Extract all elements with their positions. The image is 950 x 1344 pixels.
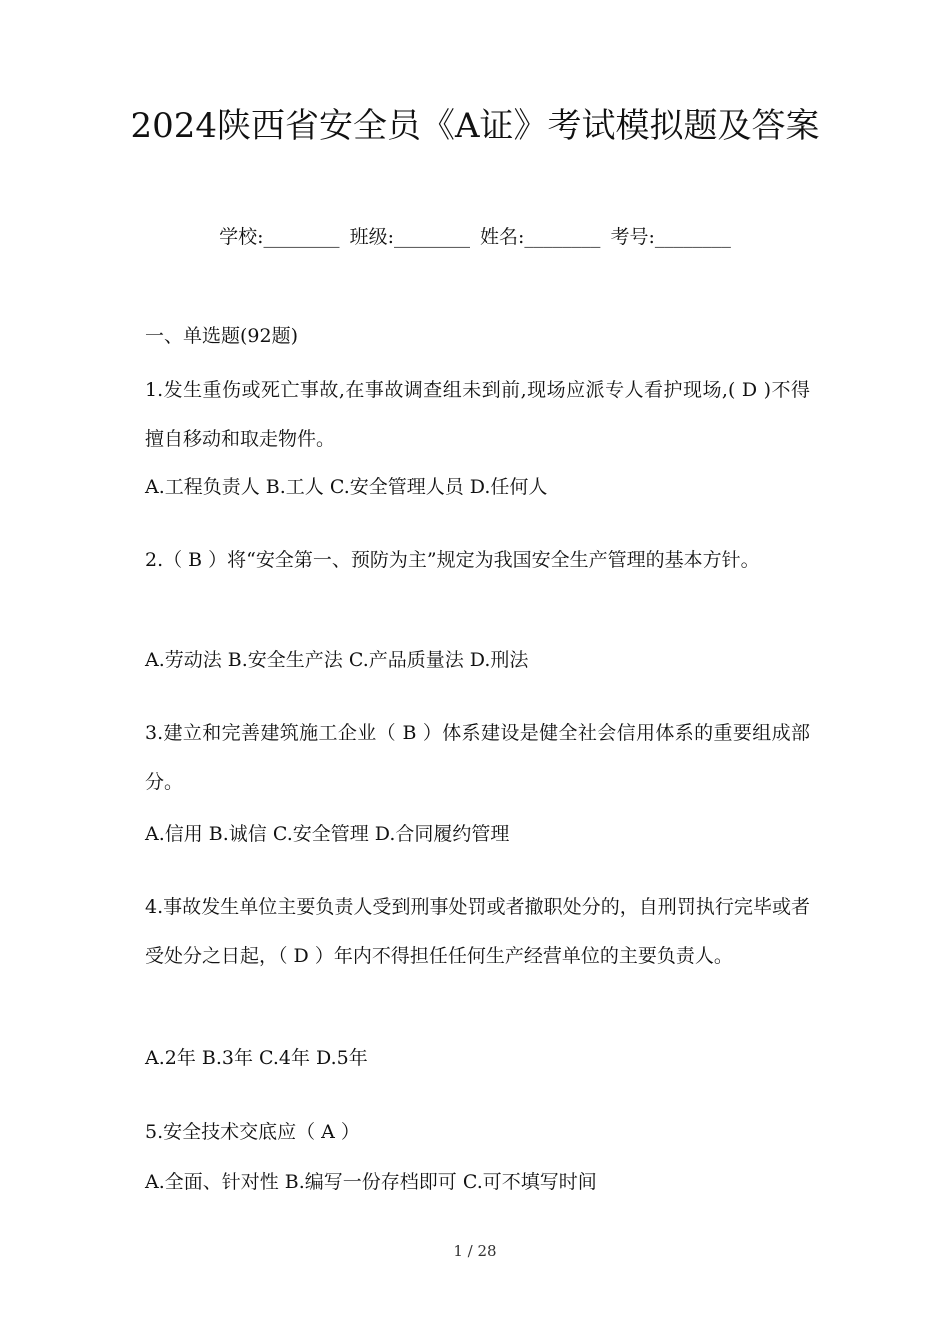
question-2-text: 2.（ B ）将“安全第一、预防为主”规定为我国安全生产管理的基本方针。 — [145, 549, 760, 571]
exam-number-field: 考号:________ — [610, 226, 731, 248]
document-title: 2024陕西省安全员《A证》考试模拟题及答案 — [130, 106, 820, 146]
class-field: 班级:________ — [349, 226, 470, 248]
question-5-options: A.全面、针对性 B.编写一份存档即可 C.可不填写时间 — [145, 1171, 597, 1193]
school-field: 学校:________ — [219, 226, 340, 248]
section-header: 一、单选题(92题) — [145, 325, 299, 347]
question-4-text: 4.事故发生单位主要负责人受到刑事处罚或者撤职处分的，自刑罚执行完毕或者受处分之日起，（ D ）年内不得担任任何生产经营单位的主要负责人。 — [145, 896, 810, 967]
question-3-text: 3.建立和完善建筑施工企业（ B ）体系建设是健全社会信用体系的重要组成部分。 — [145, 722, 810, 793]
question-4-options: A.2年 B.3年 C.4年 D.5年 — [145, 1047, 368, 1069]
question-2-options: A.劳动法 B.安全生产法 C.产品质量法 D.刑法 — [145, 649, 529, 671]
question-1-options: A.工程负责人 B.工人 C.安全管理人员 D.任何人 — [145, 476, 548, 498]
question-1-text: 1.发生重伤或死亡事故,在事故调查组未到前,现场应派专人看护现场,( D )不得擅自移动和取走物件。 — [145, 379, 810, 450]
name-field: 姓名:________ — [480, 226, 601, 248]
page-number: 1 / 28 — [453, 1242, 497, 1260]
student-info-line — [0, 222, 950, 252]
question-3-options: A.信用 B.诚信 C.安全管理 D.合同履约管理 — [145, 823, 510, 845]
question-5-text: 5.安全技术交底应（ A ） — [145, 1121, 360, 1143]
